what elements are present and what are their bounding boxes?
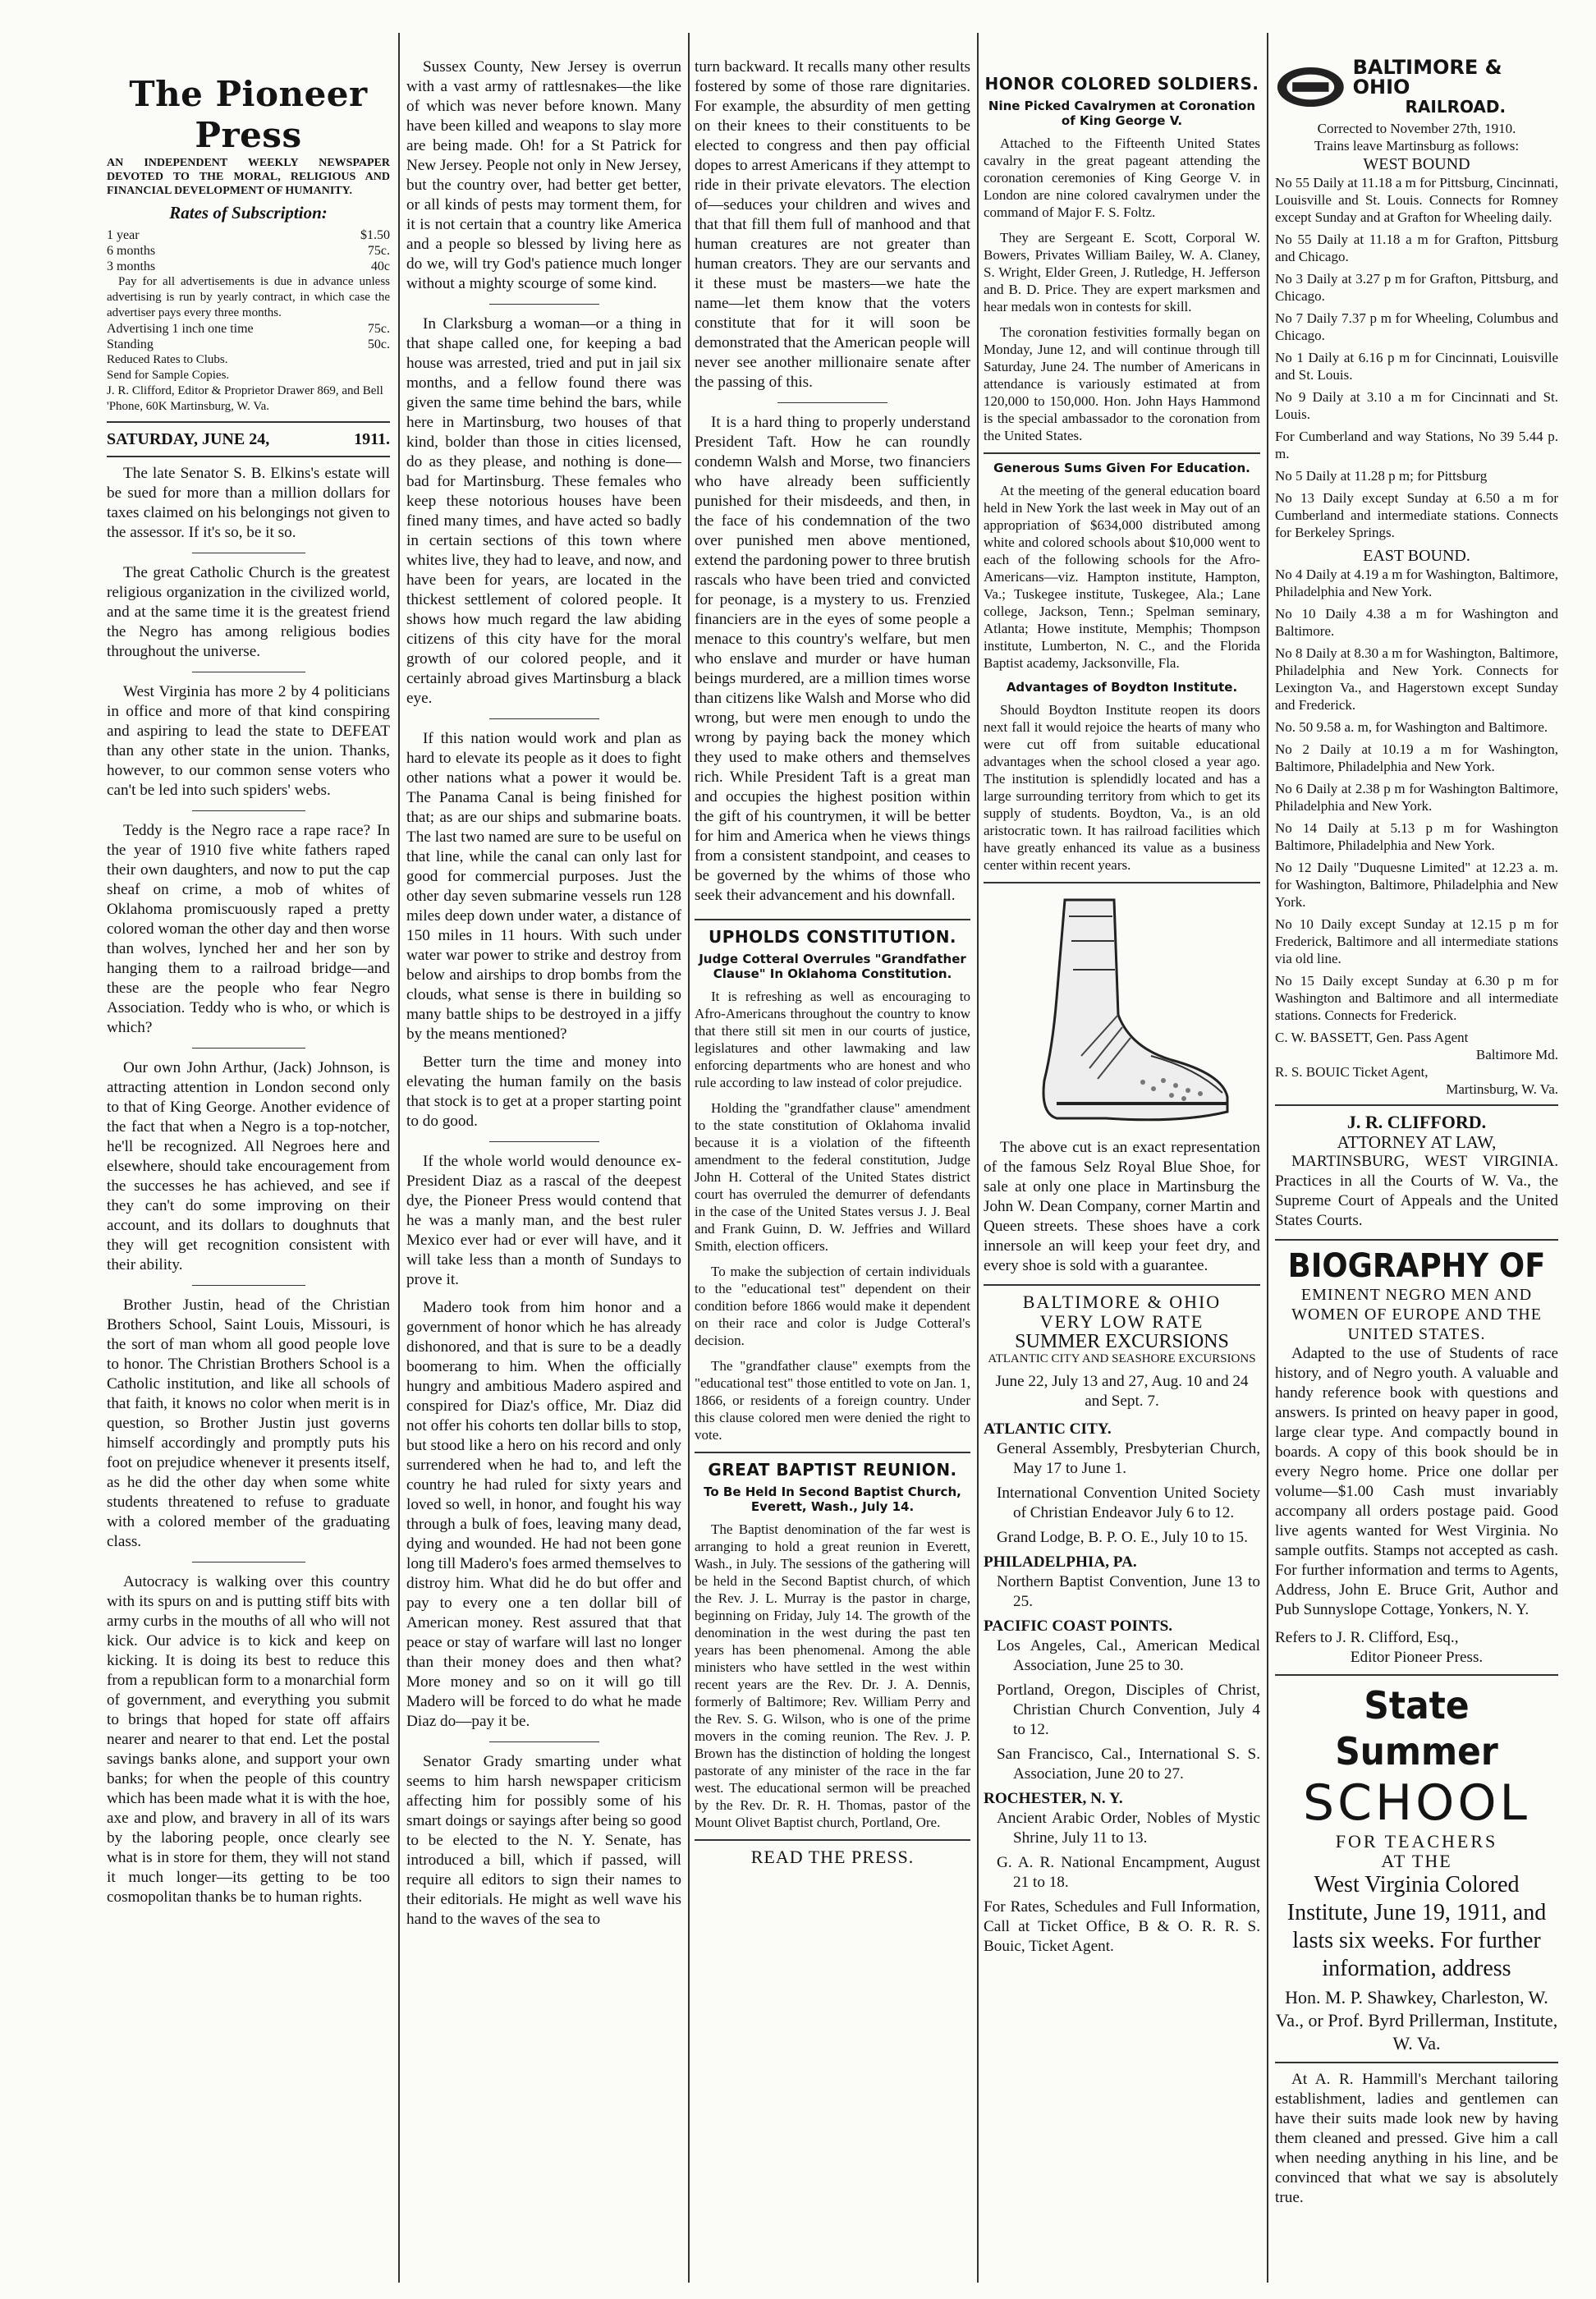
divider <box>107 421 390 423</box>
article-paragraph: To make the subjection of certain individuals to the "educational test" dependent on their condition before 1866 would make it dependent on their race and color is Judge Cotteral's decision. <box>695 1264 970 1348</box>
article-paragraph: The great Catholic Church is the greatest religious organization in the civilized world, and at the same time it is the greatest friend the Negro has among religious bodies throughout the universe. <box>107 564 390 660</box>
train-entry: No 3 Daily at 3.27 p m for Grafton, Pittsburg, and Chicago. <box>1275 271 1558 304</box>
baptist-subhead: To Be Held In Second Baptist Church, Everett, Wash., July 14. <box>704 1484 961 1514</box>
attorney-text: MARTINSBURG, WEST VIRGINIA. Practices in all the Courts of W. Va., the Supreme Court of Appeals and the United States Courts. <box>1275 1153 1558 1229</box>
read-the-press: READ THE PRESS. <box>750 1847 915 1867</box>
honor-headline: HONOR COLORED SOLDIERS. <box>984 74 1259 94</box>
bo-event: Portland, Oregon, Disciples of Christ, Christian Church Convention, July 4 to 12. <box>997 1682 1260 1738</box>
hammill-ad: At A. R. Hammill's Merchant tailoring establishment, ladies and gentlemen can have their suits made look new by having them cleaned and pressed. Give him a call when needing anything in his line, and be convinced that what we say is absolutely true. <box>1275 2071 1558 2206</box>
date-right: 1911. <box>354 430 390 448</box>
rr-subtitle: RAILROAD. <box>1405 97 1507 117</box>
article-paragraph: Teddy is the Negro race a rape race? In the year of 1910 five white fathers raped their own daughters, and now to put the cap sheaf on crime, a mob of whites of Oklahoma promiscuously raped a pretty colored woman the other day and then worse than wolves, lynched her and her son by hanging them to a railroad bridge—and these are the people who fear Negro Association. Teddy who is who, or which is which? <box>107 822 390 1036</box>
bo-event: General Assembly, Presbyterian Church, May 17 to June 1. <box>997 1440 1260 1477</box>
masthead-note: Send for Sample Copies. <box>107 369 230 382</box>
bo-event: International Convention United Society of Christian Endeavor July 6 to 12. <box>997 1484 1260 1521</box>
bo-event: Northern Baptist Convention, June 13 to 25. <box>997 1573 1260 1610</box>
dateline <box>107 429 390 449</box>
rr-title: BALTIMORE & OHIO <box>1352 57 1502 99</box>
article-paragraph: The "grandfather clause" exempts from the "educational test" those entitled to vote on Jan. 1, 1866, or residents of a foreign country. Under this clause colored men were denied the right to vote. <box>695 1358 970 1443</box>
train-entry: No 12 Daily "Duquesne Limited" at 12.23 a. m. for Washington, Baltimore, Philadelphia and New York. <box>1275 860 1558 910</box>
bo-city: PHILADELPHIA, PA. <box>984 1553 1137 1571</box>
attorney-title: ATTORNEY AT LAW, <box>1337 1132 1497 1152</box>
baptist-headline: GREAT BAPTIST REUNION. <box>708 1460 957 1480</box>
rate-row: 6 months 75c. <box>107 244 390 258</box>
agent-location: Martinsburg, W. Va. <box>1446 1081 1558 1097</box>
rr-leave: Trains leave Martinsburg as follows: <box>1314 138 1520 154</box>
masthead-note: Reduced Rates to Clubs. <box>107 353 228 366</box>
train-entry: No 5 Daily at 11.28 p m; for Pittsburg <box>1275 468 1488 484</box>
divider <box>1275 2062 1558 2063</box>
summer-school-at: AT THE <box>1381 1851 1452 1871</box>
divider <box>192 810 305 811</box>
train-entry: No 10 Daily except Sunday at 12.15 p m for Frederick, Baltimore and all intermediate stations via old line. <box>1275 916 1558 966</box>
column-rule <box>688 33 690 2283</box>
masthead-title: The Pioneer Press <box>129 74 368 155</box>
divider <box>192 1048 305 1049</box>
shoe-illustration <box>984 892 1260 1130</box>
article-paragraph: Better turn the time and money into elevating the human family on the basis that stock is to get at a proper starting point to do good. <box>406 1053 681 1130</box>
divider <box>489 718 599 719</box>
divider <box>695 919 970 920</box>
train-entry: No 14 Daily at 5.13 p m for Washington Baltimore, Philadelphia and New York. <box>1275 820 1558 853</box>
article-paragraph: Senator Grady smarting under what seems to him harsh newspaper criticism affecting him for possibly some of his smart doings or sayings after being so good to be elected to the N. Y. Senate, has introduced a bill, which if passed, will require all editors to sign their names to their editorials. He might as well wave his hand to the waves of the sea to <box>406 1753 681 1928</box>
ad-rate-row: Advertising 1 inch one time 75c. <box>107 322 390 336</box>
divider <box>107 456 390 457</box>
biography-ref2: Editor Pioneer Press. <box>1350 1649 1484 1666</box>
divider <box>695 1839 970 1841</box>
rr-east: EAST BOUND. <box>1363 547 1470 565</box>
train-entry: No 4 Daily at 4.19 a m for Washington, Baltimore, Philadelphia and New York. <box>1275 567 1558 599</box>
divider <box>777 402 887 403</box>
generous-headline: Generous Sums Given For Education. <box>993 461 1250 475</box>
bo-emblem-icon <box>1275 64 1346 110</box>
train-entry: No. 50 9.58 a. m, for Washington and Baltimore. <box>1275 719 1548 735</box>
train-entry: No 6 Daily at 2.38 p m for Washington Baltimore, Philadelphia and New York. <box>1275 781 1558 814</box>
biography-text: Adapted to the use of Students of race history, and of Negro youth. A valuable and handy reference book with questions and answers. Is printed on heavy paper in good, large clear type. And compactly bound in boards. A copy of this book should be in every Negro home. Price one dollar per volume—$1.00 Cash must invariably accompany all orders postage paid. Good live agents wanted for West Virginia. No sample outfits. Stamps not accepted as cash. For further information and terms to Agents, Address, John E. Bruce Grit, Author and Pub Sunnyslope Cottage, Yonkers, N. Y. <box>1275 1345 1558 1618</box>
rate-row: 3 months 40c <box>107 259 390 273</box>
rates-note: Pay for all advertisements is due in advance unless advertising is run by yearly contract, in which case the advertiser pays every three months. <box>107 275 390 319</box>
divider <box>1275 1239 1558 1241</box>
train-entry: No 7 Daily 7.37 p m for Wheeling, Columbus and Chicago. <box>1275 310 1558 343</box>
rr-header <box>1275 57 1558 117</box>
rates-heading: Rates of Subscription: <box>169 203 328 223</box>
article-paragraph: The Baptist denomination of the far west is arranging to hold a great reunion in Everett, Wash., in July. The sessions of the gathering will be held in the Second Baptist church, of which the Rev. J. L. Murray is the pastor in charge, beginning on Friday, July 14. The growth of the denomination in the west during the past ten years has been phenomenal. Among the able ministers who have settled in the west within recent years are the Rev. Dr. J. A. Dennis, formerly of Baltimore; Rev. William Perry and the Rev. S. G. Wilson, who is one of the prime movers in the coming reunion. The Rev. J. P. Brown has the distinction of holding the longest pastorate of any minister of the race in the far west. The educational sermon will be preached by the Rev. Dr. R. H. Thomas, pastor of the Mount Olivet Baptist church, Portland, Ore. <box>695 1521 970 1830</box>
article-paragraph: It is a hard thing to properly understand President Taft. How he can roundly condemn Walsh and Morse, two financiers who have already been sufficiently punished for their misdeeds, and then, in the face of his condemnation of the two over punished men above mentioned, extend the pardoning power to three brutish rascals who have been tried and convicted for peonage, is a mystery to us. Frenzied financiers are in the eyes of some people a menace to this country's welfare, but men who enslave and murder or have human beings murdered, are a million times worse than citizens like Walsh and Morse who did wrong, but were men enough to undo the wrong by paying back the money which they used to make others and themselves rich. While President Taft is a great man and occupies the highest position within the gift of his countrymen, it will be better for him and America when he views things from a consistent standpoint, and ceases to be governed by the whims of those who seek their advancement and his downfall. <box>695 414 970 904</box>
article-paragraph: turn backward. It recalls many other results fostered by some of those rare dignitaries. For example, the absurdity of men getting on their knees to their constituents to be elected to congress and then pay official dopes to arrest Americans if they attempt to ride in their private elevators. The election of—seduces your children and wives and that that fill them full of manhood and that human creatures are not greater than human creators. They are our servants and it these must be masters—we hate the name—let them know that the voters constitute that for it will soon be demonstrated that the American people will never see another millionaire senate after the passing of this. <box>695 58 970 391</box>
divider <box>489 1741 599 1742</box>
column-2 <box>406 57 681 2283</box>
honor-subhead: Nine Picked Cavalrymen at Coronation of King George V. <box>988 99 1256 128</box>
upholds-subhead: Judge Cotteral Overrules "Grandfather Clause" In Oklahoma Constitution. <box>699 952 966 981</box>
divider <box>984 1284 1260 1286</box>
article-paragraph: Madero took from him honor and a government of honor which he has already dishonored, and that is sure to be a deadly boomerang to him. When the officially hungry and ambitious Madero aspired and conspired for Diaz's office, Mr. Diaz did not offer his cohorts ten dollar bills to stop, but stood like a hero on his record and only surrendered when he had to, and left the country he had ruled for sixty years and loved so well, in honor, and fought his way through a bulk of foes, leaving many dead, dying and wounded. He had not been gone long till Madero's foes armed themselves to distroy him. What did he do but offer and pay to every one a ten dollar bill of American money. Rest assured that that peace or stay of warfare will last no longer than their money does and then what? More money and so on it will go till Madero will be forced to do what he made Diaz do—pay it be. <box>406 1299 681 1730</box>
article-paragraph: If this nation would work and plan as hard to elevate its people as it does to fight other nations what a power it would be. The Panama Canal is being finished for that; as are our ships and submarine boats. The last two named are sure to be useful on that line, while the canal can only last for good for commercial purposes. Just the other day seven submarine vessels run 128 miles deep down under water, a distance of 150 miles in 11 hours. With such under water war power to strike and destroy from below and airships to drop bombs from the clouds, what sense is there in building so many battle ships to be destroyed in a jiffy by the means mentioned? <box>406 730 681 1043</box>
article-paragraph: The late Senator S. B. Elkins's estate will be sued for more than a million dollars for taxes claimed on his belongings not given to the assessor. If it's so, be it so. <box>107 465 390 541</box>
boydton-headline: Advantages of Boydton Institute. <box>1006 680 1238 695</box>
train-entry: No 2 Daily at 10.19 a m for Washington, Baltimore, Philadelphia and New York. <box>1275 741 1558 774</box>
divider <box>489 304 599 305</box>
train-entry: No 8 Daily at 8.30 a m for Washington, Baltimore, Philadelphia and New York. Connects for Lexington Va., and Hagerstown except Sunday and Frederick. <box>1275 645 1558 713</box>
bo-event: G. A. R. National Encampment, August 21 to 18. <box>997 1854 1260 1891</box>
agent-location: Baltimore Md. <box>1475 1047 1558 1062</box>
rr-west: WEST BOUND <box>1363 155 1470 173</box>
attorney-name: J. R. CLIFFORD. <box>1346 1112 1487 1132</box>
divider <box>192 1285 305 1286</box>
bo-city: ROCHESTER, N. Y. <box>984 1790 1123 1807</box>
article-paragraph: They are Sergeant E. Scott, Corporal W. Bowers, Privates William Bailey, W. A. Claney, S. Wright, Elder Green, J. Rutledge, H. Jefferson and B. D. Price. They are expert marksmen and hear medals won in contests for skill. <box>984 230 1260 314</box>
divider <box>984 882 1260 883</box>
bo-event: San Francisco, Cal., International S. S. Association, June 20 to 27. <box>997 1746 1260 1783</box>
article-paragraph: Holding the "grandfather clause" amendment to the state constitution of Oklahoma invalid because it is a violation of the fifteenth amendment to the federal constitution, Judge John H. Cotteral of the United States district court has overruled the demurrer of defendants in the case of the United States versus J. J. Beal and Frank Guinn, D. W. Jeffries and Willard Smith, election officers. <box>695 1100 970 1254</box>
summer-school-title: State Summer <box>1335 1683 1498 1774</box>
rate-row: 1 year $1.50 <box>107 228 390 242</box>
article-paragraph: The coronation festivities formally began on Monday, June 12, and will continue through till Saturday, June 24. The number of Americans in attendance is variously estimated at from 120,000 to 150,000. Hon. John Hays Hammond is the special ambassador to the coronation from the United States. <box>984 324 1260 443</box>
summer-school-contact: Hon. M. P. Shawkey, Charleston, W. Va., or Prof. Byrd Prillerman, Institute, W. Va. <box>1275 1987 1558 2053</box>
column-rule <box>977 33 979 2283</box>
agent-line: R. S. BOUIC Ticket Agent, <box>1275 1064 1429 1080</box>
bo-city: PACIFIC COAST POINTS. <box>984 1618 1173 1635</box>
editor-line: J. R. Clifford, Editor & Proprietor Drawer 869, and Bell 'Phone, 60K Martinsburg, W. Va. <box>107 384 383 413</box>
biography-subtitle: EMINENT NEGRO MEN AND WOMEN OF EUROPE AND THE UNITED STATES. <box>1291 1286 1542 1343</box>
column-rule <box>398 33 400 2283</box>
column-rule <box>1267 33 1268 2283</box>
article-paragraph: In Clarksburg a woman—or a thing in that shape called one, for keeping a bad house was arrested, tried and put in jail six months, and a fellow found there was given the same time behind the bars, while here in Martinsburg, two houses of that kind, bolder than those in cities licensed, do as they please, and nothing is done—bad for Martinsburg. These females who keep these notorious houses have been fined many times, and have acted so badly in certain sections of this town where whites live, they had to leave, and now, and have been for years, are located in the thickest settlement of colored people. It shows how much regard the law abiding citizens of this city have for the moral growth of our colored people, and it certainly abroad gives Martinsburg a black eye. <box>406 315 681 707</box>
summer-school-school: SCHOOL <box>1303 1774 1530 1832</box>
shoe-ad-text: The above cut is an exact representation of the famous Selz Royal Blue Shoe, for sale at only one place in Martinsburg the John W. Dean Company, corner Martin and Queen streets. These shoes have a cork innersole an will keep your feet dry, and every shoe is sold with a guarantee. <box>984 1139 1260 1274</box>
train-entry: No 9 Daily at 3.10 a m for Cincinnati and St. Louis. <box>1275 389 1558 422</box>
article-paragraph: Should Boydton Institute reopen its doors next fall it would rejoice the hearts of many who were cut off from suitable educational advantages when the school closed a year ago. The institution is splendidly located and has a large surrounding territory from which to get its supply of students. Boydton, Va., is an old aristocratic town. It has railroad facilities which have greatly enhanced its value as a business center within recent years. <box>984 702 1260 873</box>
divider <box>1275 1674 1558 1676</box>
biography-ref: Refers to J. R. Clifford, Esq., <box>1275 1629 1459 1646</box>
upholds-headline: UPHOLDS CONSTITUTION. <box>708 927 957 947</box>
bo-city: ATLANTIC CITY. <box>984 1420 1112 1438</box>
agent-line: C. W. BASSETT, Gen. Pass Agent <box>1275 1030 1469 1045</box>
shoe-icon <box>1007 892 1237 1130</box>
bo-ad-line1: BALTIMORE & OHIO <box>1022 1292 1222 1312</box>
article-paragraph: Sussex County, New Jersey is overrun with a vast army of rattlesnakes—the like of which was never before known. Many have been killed and weapons to slay more are being made. Oh! for a St Patrick for New Jersey. People not only in New Jersey, but the country over, had better get better, or all kinds of pests may torment them, for it is not certain that a country like America and a people so blessed by living here as do we, will try God's patience much longer without a mighty scourge of some kind. <box>406 58 681 292</box>
article-paragraph: Brother Justin, head of the Christian Brothers School, Saint Louis, Missouri, is the sort of man whom all good people love to honor. The Christian Brothers School is a Catholic institution, and like all schools of that faith, it knows no color when merit is in question, so Brother Justin just governs himself accordingly and promptly puts his foot on prejudice whenever it presents itself, as he did the other day when some white students threatened to refuse to graduate with a colored member of the graduating class. <box>107 1296 390 1550</box>
divider <box>984 452 1260 454</box>
ad-rate-row: Standing 50c. <box>107 337 390 351</box>
divider <box>489 1141 599 1142</box>
article-paragraph: West Virginia has more 2 by 4 politicians in office and more of that kind conspiring and aspiring to lead the state to DEFEAT than any other state in the union. Thanks, however, to our common sense voters who can't be led into such spiders' webs. <box>107 683 390 799</box>
divider <box>695 1452 970 1453</box>
bo-event: Grand Lodge, B. P. O. E., July 10 to 15. <box>997 1529 1248 1546</box>
column-1 <box>107 74 390 2283</box>
article-paragraph: It is refreshing as well as encouraging to Afro-Americans throughout the country to know that there still sit men in our courts of justice, legislatures and other lawmaking and law enforcing departments who are honest and who rule according to law instead of color prejudice. <box>695 989 970 1090</box>
date-left: SATURDAY, JUNE 24, <box>107 430 270 448</box>
bo-event: Los Angeles, Cal., American Medical Association, June 25 to 30. <box>997 1637 1260 1674</box>
article-paragraph: Autocracy is walking over this country with its spurs on and is putting stiff bits with army curbs in the mouths of all who will not kick. Our advice is to kick and keep on kicking. It is doing its best to reduce this from a republican form to a monarchial form of government, and everything you submit to brings that hoped for state off affairs nearer and nearer to that end. Let the postal savings banks alone, and support your own banks; for when the people of this country which has been made what it is with the hoe, axe and plow, and bravery in all of its wars by the laboring people, once clearly see what is in store for them, they will not stand it much longer—its getting to be too cosmopolitan thanks be to human rights. <box>107 1573 390 1906</box>
rr-corrected: Corrected to November 27th, 1910. <box>1317 121 1516 136</box>
train-entry: No 13 Daily except Sunday at 6.50 a m for Cumberland and intermediate stations. Connects for Berkeley Springs. <box>1275 490 1558 540</box>
article-paragraph: At the meeting of the general education board held in New York the last week in May out of an appropriation of $634,000 distributed among white and colored schools about $10,000 went to each of the following schools for the Afro-Americans—viz. Hampton institute, Hampton, Va.; Tuskegee institute, Tuskegee, Ala.; Lane college, Jackson, Tenn.; Spelman seminary, Atlanta; Howe institute, Memphis; Thompson institute, Lumberton, N. C., and the Florida Baptist academy, Jacksonville, Fla. <box>984 483 1260 671</box>
column-3 <box>695 57 970 2283</box>
article-paragraph: Attached to the Fifteenth United States cavalry in the great pageant attending the coronation ceremonies of King George V. in London are nine colored cavalrymen under the command of Major F. S. Foltz. <box>984 135 1260 220</box>
divider <box>1275 1104 1558 1106</box>
bo-ad-line4: ATLANTIC CITY AND SEASHORE EXCURSIONS <box>988 1352 1256 1365</box>
train-entry: No 15 Daily except Sunday at 6.30 p m for Washington and Baltimore and all intermediate stations. Connects for Frederick. <box>1275 973 1558 1023</box>
column-5 <box>1275 57 1558 2283</box>
bo-ad-line2: VERY LOW RATE <box>1039 1311 1204 1332</box>
train-entry: No 1 Daily at 6.16 p m for Cincinnati, Louisville and St. Louis. <box>1275 350 1558 383</box>
column-4 <box>984 57 1260 2283</box>
summer-school-for: FOR TEACHERS <box>1335 1831 1498 1852</box>
bo-event: Ancient Arabic Order, Nobles of Mystic Shrine, July 11 to 13. <box>997 1810 1260 1847</box>
biography-title: BIOGRAPHY OF <box>1287 1247 1546 1285</box>
train-entry: No 10 Daily 4.38 a m for Washington and Baltimore. <box>1275 606 1558 639</box>
train-entry: For Cumberland and way Stations, No 39 5.44 p. m. <box>1275 429 1558 461</box>
bo-ad-dates: June 22, July 13 and 27, Aug. 10 and 24 and Sept. 7. <box>995 1373 1249 1410</box>
masthead-subtitle: AN INDEPENDENT WEEKLY NEWSPAPER DEVOTED TO THE MORAL, RELIGIOUS AND FINANCIAL DEVELOPMENT OF HUMANITY. <box>107 157 390 197</box>
train-entry: No 55 Daily at 11.18 a m for Pittsburg, Cincinnati, Louisville and St. Louis. Connects for Romney except Sunday and at Grafton for Wheeling daily. <box>1275 175 1558 225</box>
bo-ad-line3: SUMMER EXCURSIONS <box>1015 1331 1229 1352</box>
article-paragraph: Our own John Arthur, (Jack) Johnson, is attracting attention in London second only to that of King George. Another evidence of the fact that when a Negro is a top-notcher, he'll be recognized. All Negroes here and elsewhere, should take encouragement from the successes he has achieved, and see if they can't do some improving on their account, and its dollars to doughnuts that they will get recognition consistent with their ability. <box>107 1059 390 1273</box>
train-entry: No 55 Daily at 11.18 a m for Grafton, Pittsburg and Chicago. <box>1275 232 1558 264</box>
bo-ad-footer: For Rates, Schedules and Full Information, Call at Ticket Office, B & O. R. R. S. Bouic, Ticket Agent. <box>984 1898 1260 1955</box>
summer-school-text: West Virginia Colored Institute, June 19, 1911, and lasts six weeks. For further information, address <box>1286 1872 1547 1981</box>
article-paragraph: If the whole world would denounce ex-President Diaz as a rascal of the deepest dye, the Pioneer Press would contend that he was a manly man, and the best ruler Mexico ever had or ever will have, and it will take less than a month of Sundays to prove it. <box>406 1153 681 1288</box>
